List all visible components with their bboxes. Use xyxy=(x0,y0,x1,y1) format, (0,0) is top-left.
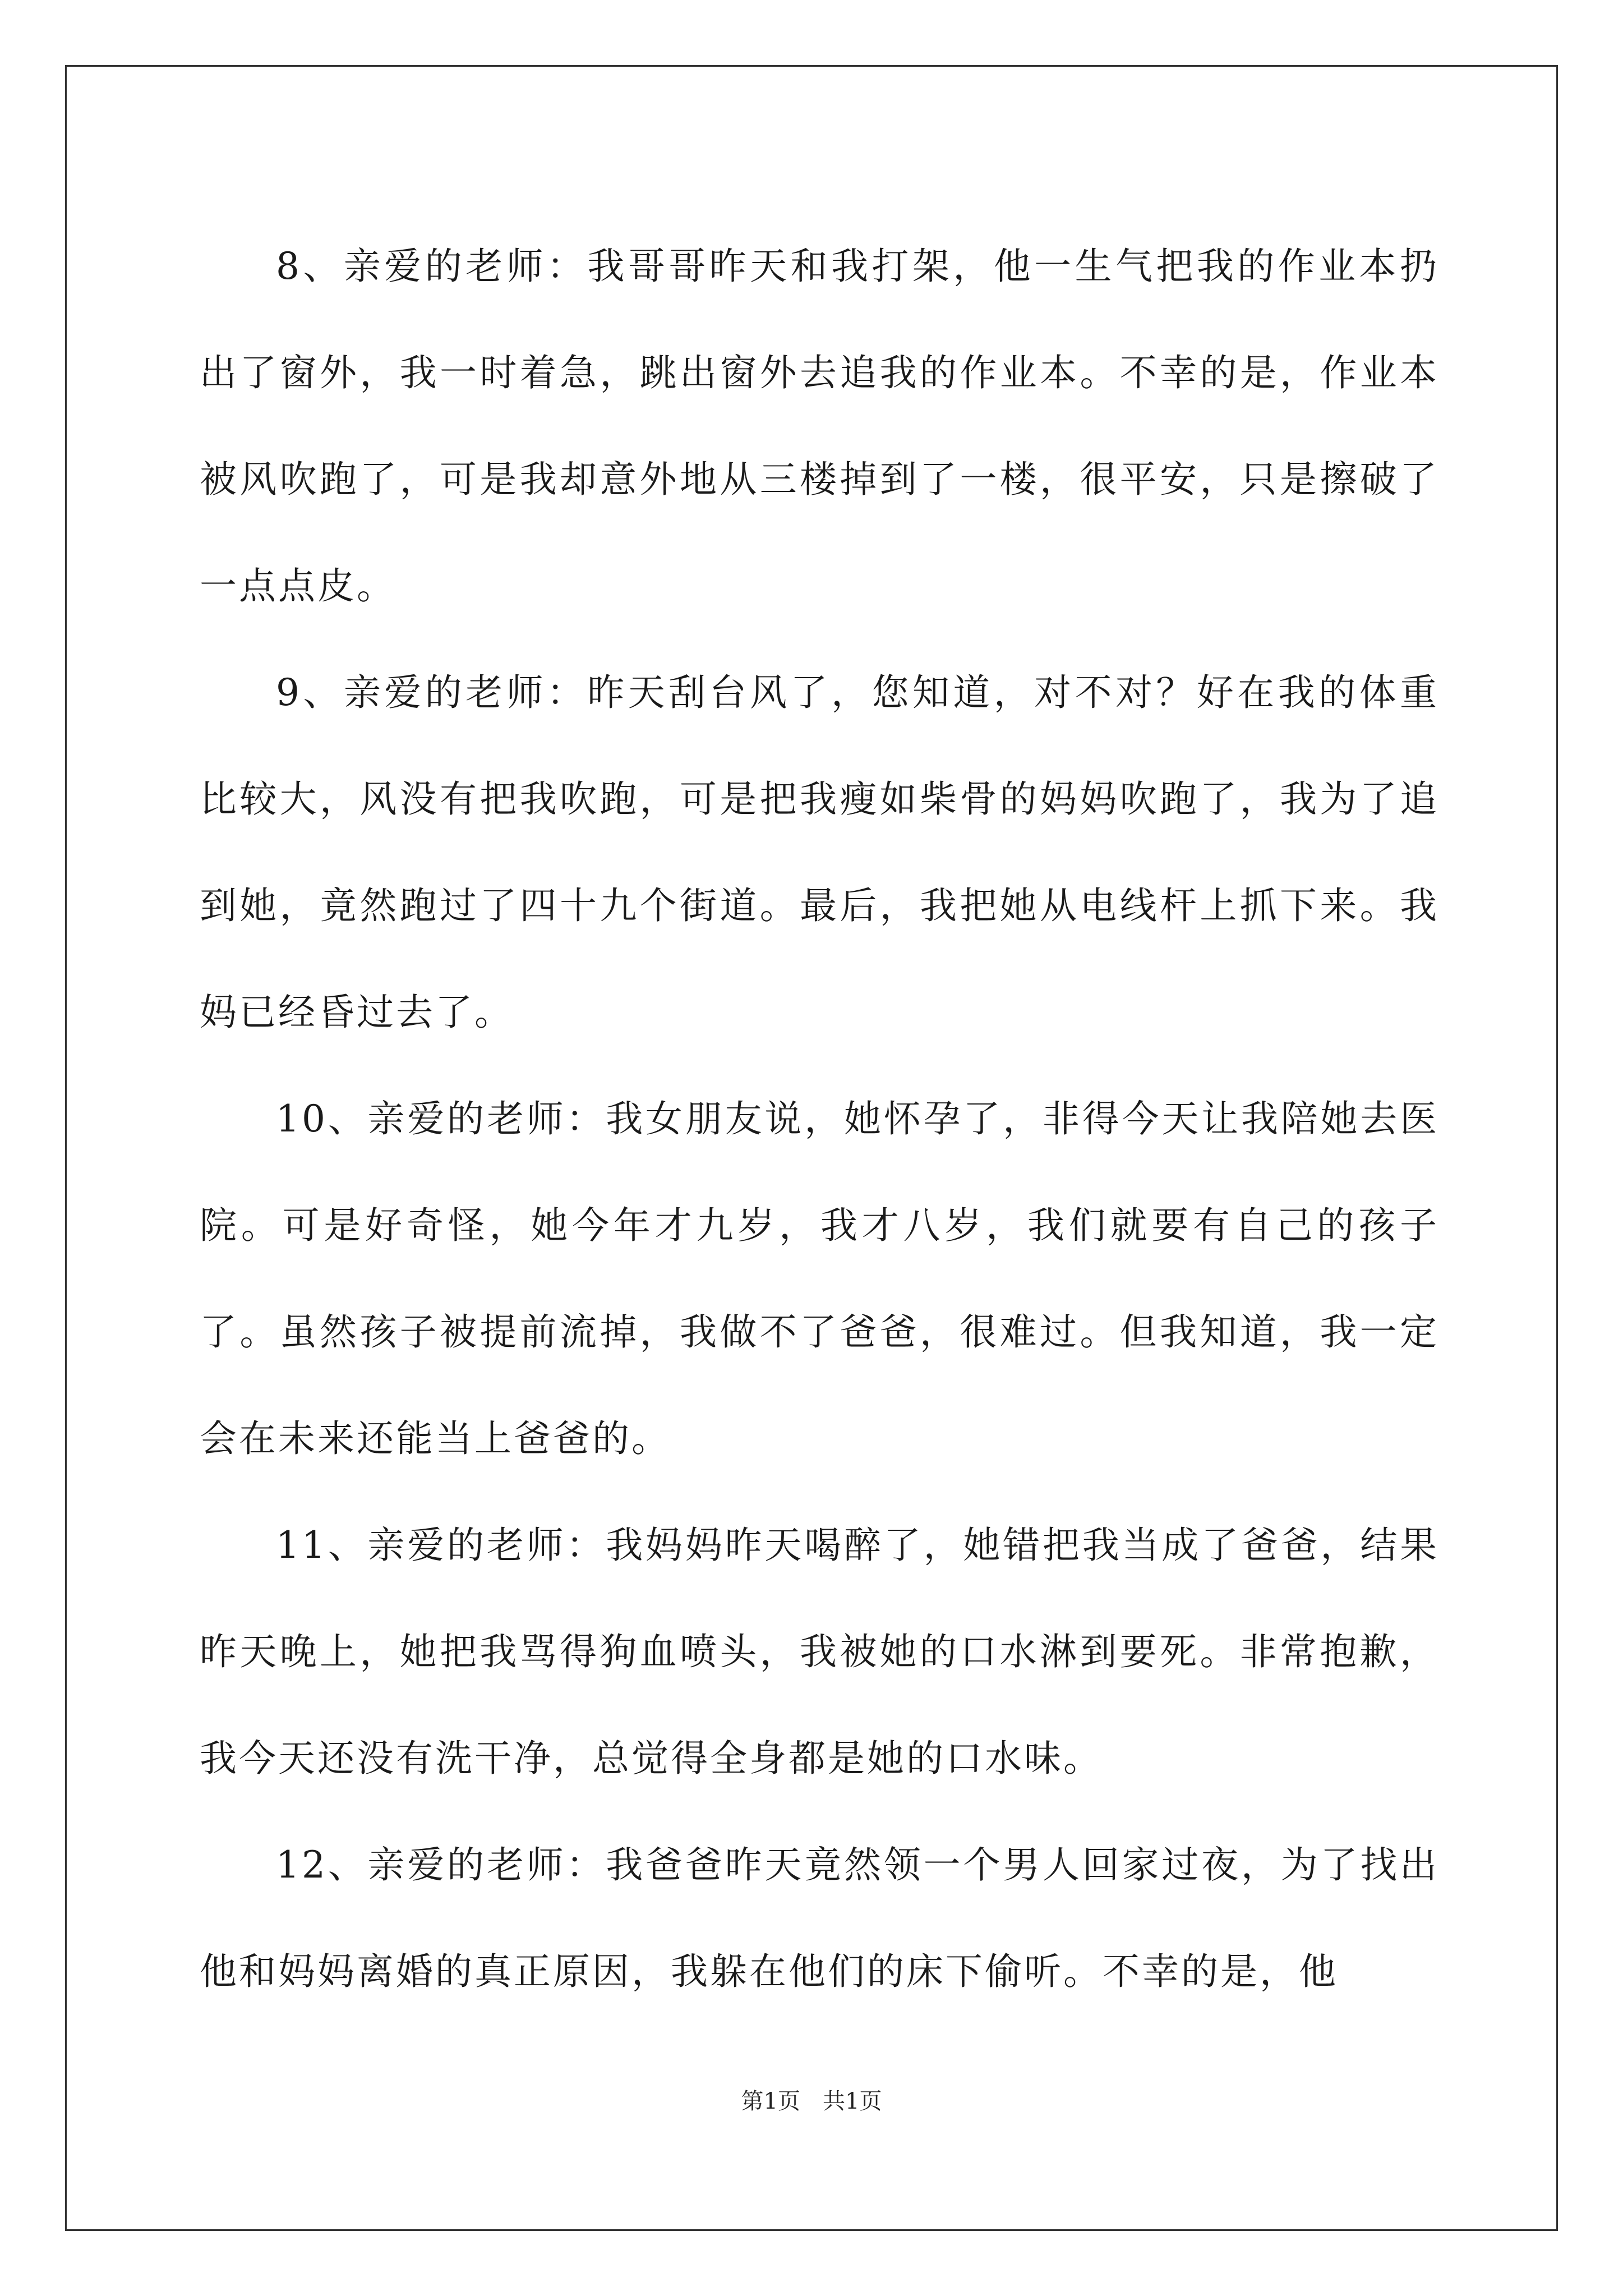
document-body xyxy=(200,213,1439,2025)
page-number-footer: 第1页 共1页 xyxy=(741,2088,882,2114)
paragraph-10: 10、亲爱的老师：我女朋友说，她怀孕了，非得今天让我陪她去医院。可是好奇怪，她今年才九岁，我才八岁，我们就要有自己的孩子了。虽然孩子被提前流掉，我做不了爸爸，很难过。但我知道，我一定会在未来还能当上爸爸的。 xyxy=(200,1097,1439,1460)
paragraph-12: 12、亲爱的老师：我爸爸昨天竟然领一个男人回家过夜，为了找出他和妈妈离婚的真正原因，我躲在他们的床下偷听。不幸的是，他 xyxy=(200,1843,1439,1993)
paragraph-8: 8、亲爱的老师：我哥哥昨天和我打架，他一生气把我的作业本扔出了窗外，我一时着急，跳出窗外去追我的作业本。不幸的是，作业本被风吹跑了，可是我却意外地从三楼掉到了一楼，很平安，只是擦破了一点点皮。 xyxy=(200,245,1439,608)
paragraph-11: 11、亲爱的老师：我妈妈昨天喝醉了，她错把我当成了爸爸，结果昨天晚上，她把我骂得狗血喷头，我被她的口水淋到要死。非常抱歉，我今天还没有洗干净，总觉得全身都是她的口水味。 xyxy=(200,1524,1439,1780)
paragraph-9: 9、亲爱的老师：昨天刮台风了，您知道，对不对？好在我的体重比较大，风没有把我吹跑，可是把我瘦如柴骨的妈妈吹跑了，我为了追到她，竟然跑过了四十九个街道。最后，我把她从电线杆上抓下来。我妈已经昏过去了。 xyxy=(200,671,1439,1034)
